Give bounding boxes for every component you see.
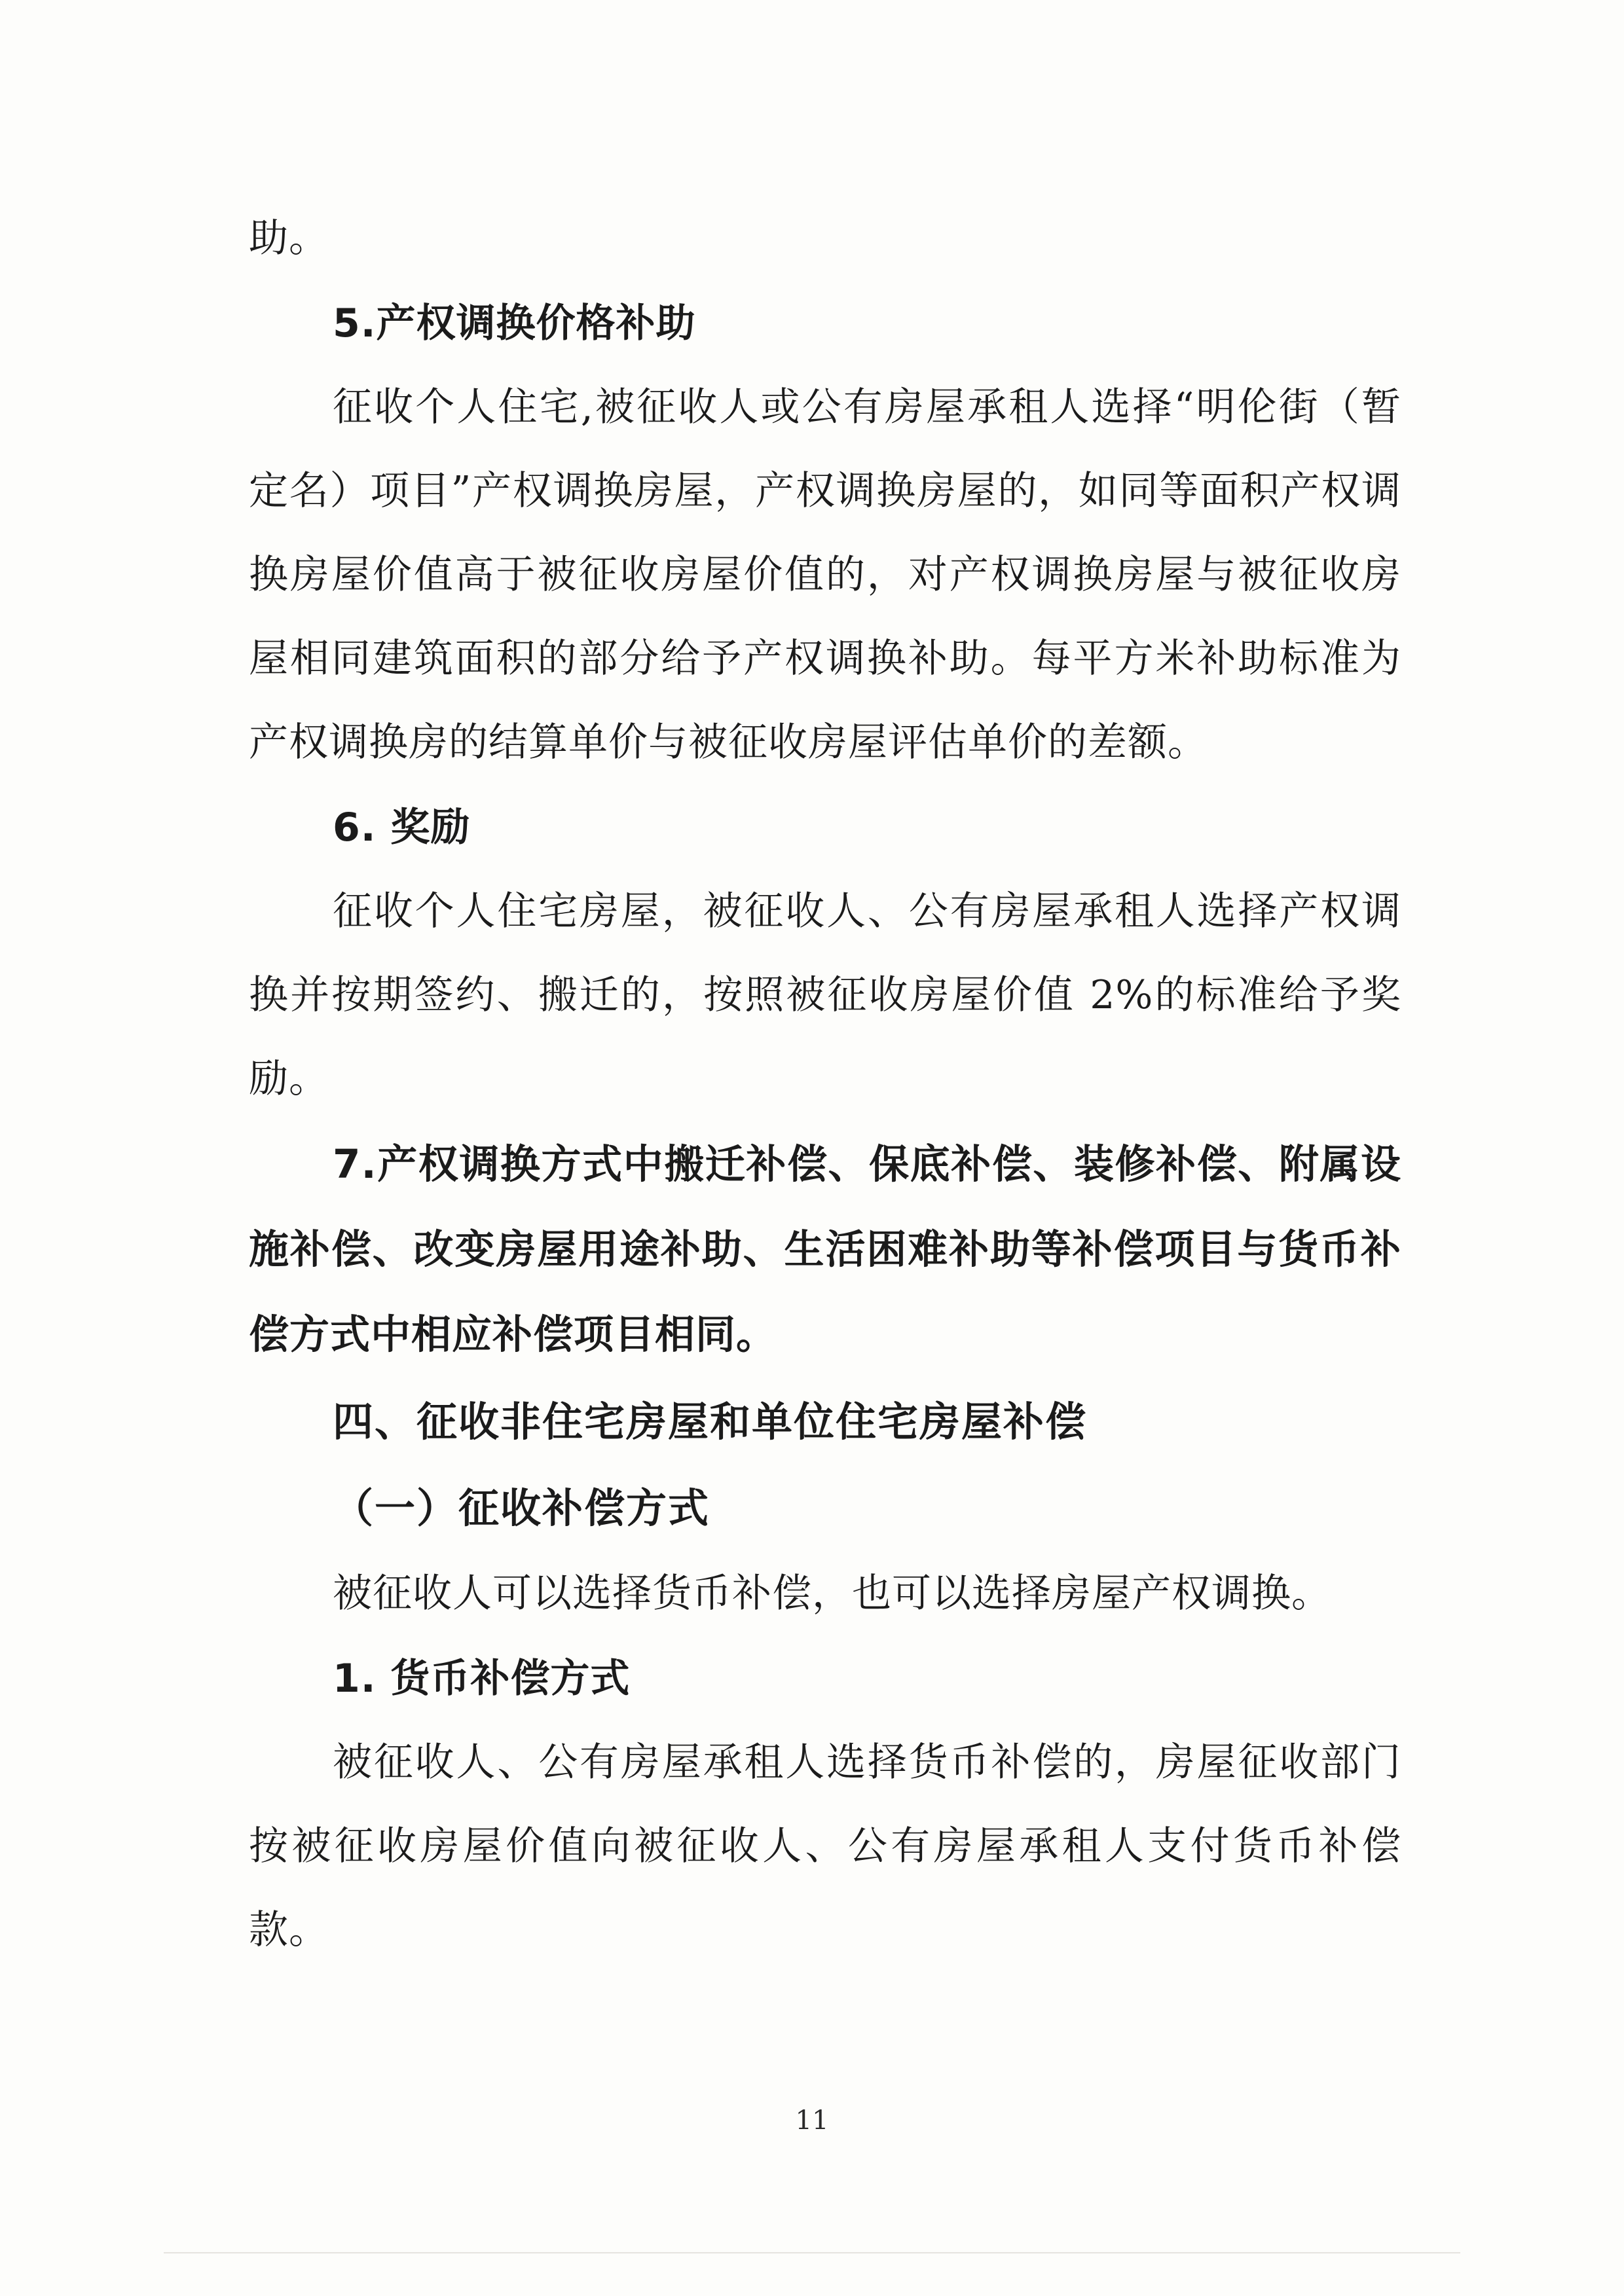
page-bottom-rule [164, 2252, 1460, 2253]
document-body [249, 196, 1401, 1973]
heading-1-monetary-compensation: 1. 货币补偿方式 [333, 1656, 631, 1702]
paragraph-reward: 征收个人住宅房屋，被征收人、公有房屋承租人选择产权调换并按期签约、搬迁的，按照被征收房屋价值 2%的标准给予奖励。 [249, 888, 1401, 1102]
heading-section-four: 四、征收非住宅房屋和单位住宅房屋补偿 [333, 1398, 1088, 1446]
paragraph-continuation: 助。 [249, 215, 329, 261]
page-number: 11 [795, 2105, 829, 2136]
heading-7-exchange-compensation-items: 7.产权调换方式中搬迁补偿、保底补偿、装修补偿、附属设施补偿、改变房屋用途补助、生活困难补助等补偿项目与货币补偿方式中相应补偿项目相同。 [249, 1141, 1401, 1358]
heading-subsection-one: （一）征收补偿方式 [333, 1484, 710, 1532]
heading-5-equity-exchange-price-subsidy: 5.产权调换价格补助 [333, 301, 696, 346]
paragraph-equity-exchange-price-subsidy: 征收个人住宅,被征收人或公有房屋承租人选择“明伦街（暂定名）项目”产权调换房屋，产权调换房屋的，如同等面积产权调换房屋价值高于被征收房屋价值的，对产权调换房屋与被征收房屋相同建筑面积的部分给予产权调换补助。每平方米补助标准为产权调换房的结算单价与被征收房屋评估单价的差额。 [249, 384, 1401, 765]
heading-6-reward: 6. 奖励 [333, 805, 471, 850]
paragraph-monetary-compensation: 被征收人、公有房屋承租人选择货币补偿的，房屋征收部门按被征收房屋价值向被征收人、公有房屋承租人支付货币补偿款。 [249, 1740, 1401, 1953]
paragraph-compensation-choice: 被征收人可以选择货币补偿，也可以选择房屋产权调换。 [333, 1571, 1331, 1616]
